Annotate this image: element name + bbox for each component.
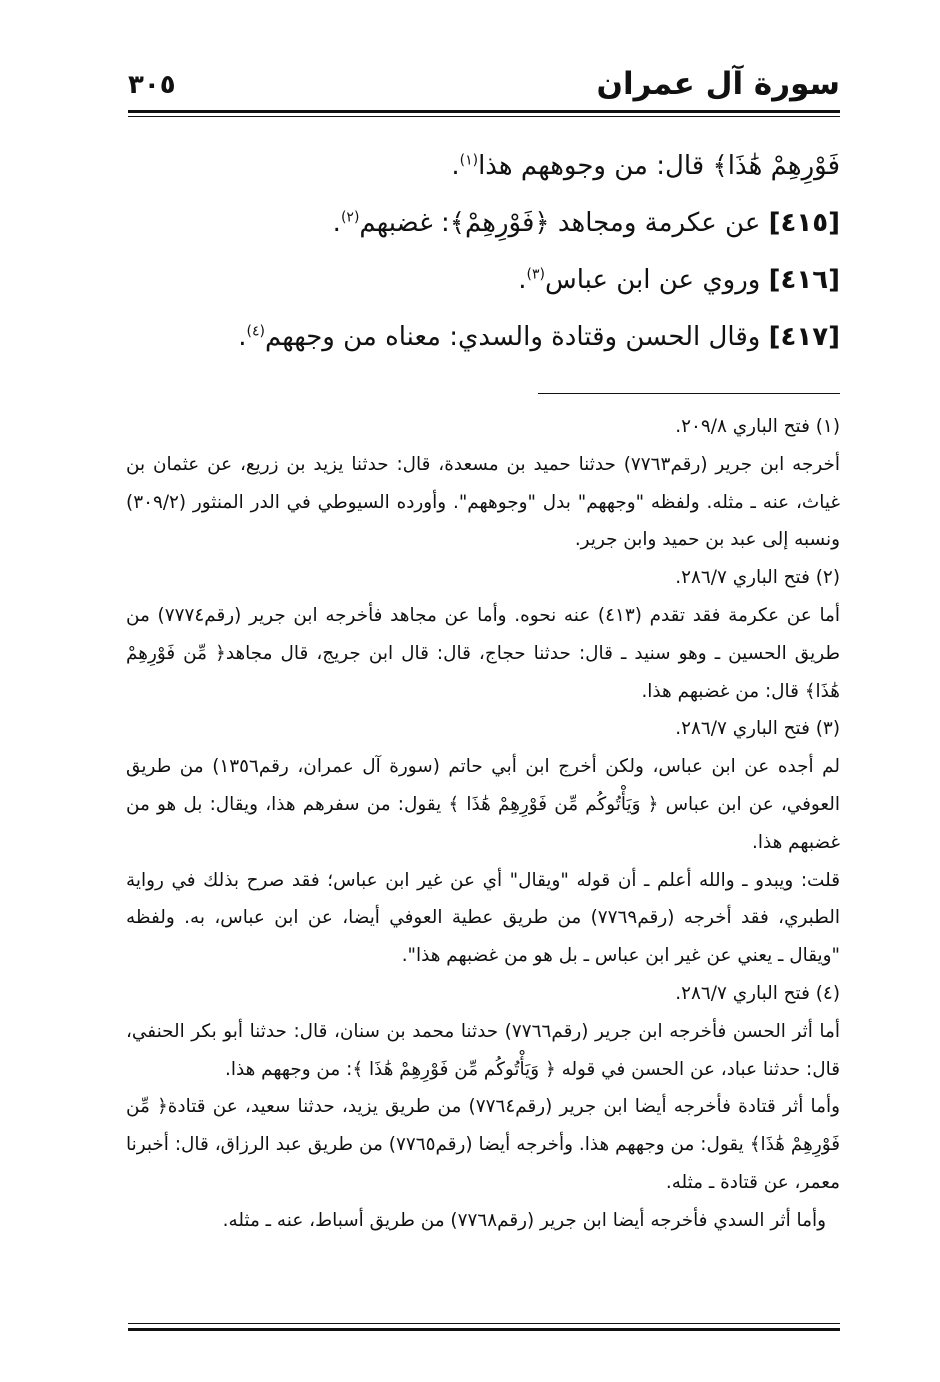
footnote-paragraph: لم أجده عن ابن عباس، ولكن أخرج ابن أبي حاتم (سورة آل عمران، رقم١٣٥٦) من طريق العوفي، عن ابن عباس ﴿ وَيَأْتُوكُم مِّن فَوْرِهِمْ هَٰذَا ﴾ يقول: من سفرهم هذا، ويقال: بل هو من غضبهم هذا. <box>126 756 840 853</box>
footnote-paragraph: أما أثر الحسن فأخرجه ابن جرير (رقم٧٧٦٦) حدثنا محمد بن سنان، قال: حدثنا أبو بكر الحنفي، قال: حدثنا عباد، عن الحسن في قوله ﴿ وَيَأْتُوكُم مِّن فَوْرِهِمْ هَٰذَا ﴾: من وجههم هذا. <box>126 1020 840 1080</box>
entry-end: . <box>332 208 341 238</box>
footnote <box>126 975 840 1240</box>
running-title: سورة آل عمران <box>596 66 840 102</box>
footer-rule-thin <box>128 1323 840 1324</box>
footnote <box>126 559 840 710</box>
footnote-marker: (٤) <box>246 323 265 340</box>
footnote-marker: (١) <box>459 152 479 169</box>
main-line <box>130 309 840 366</box>
entry-text: فَوْرِهِمْ هَٰذَا﴾ قال: من وجوههم هذا <box>478 151 840 181</box>
header-rule-thin <box>128 116 840 117</box>
entry-end: . <box>238 322 247 352</box>
footnote-body <box>126 1013 840 1240</box>
entry-number: [٤١٥] <box>768 208 840 238</box>
entry-text: وقال الحسن وقتادة والسدي: معناه من وجههم <box>264 322 761 352</box>
footnote-body <box>126 446 840 559</box>
footnote-marker: (٢) <box>340 209 360 226</box>
entry-number: [٤١٧] <box>768 322 840 352</box>
entry-text: وروي عن ابن عباس <box>544 265 761 295</box>
footnote-paragraph: أخرجه ابن جرير (رقم٧٧٦٣) حدثنا حميد بن مسعدة، قال: حدثنا يزيد بن زريع، عن عثمان بن غياث، عنه ـ مثله. ولفظه "وجههم" بدل "وجوههم". وأورده السيوطي في الدر المنثور (٣٠٩/٢) ونسبه إلى عبد بن حميد وابن جرير. <box>126 453 840 551</box>
page-header <box>128 66 840 106</box>
footnote-body <box>126 597 840 710</box>
footnote-separator <box>538 393 840 394</box>
main-line <box>130 195 840 252</box>
header-rule <box>128 110 840 113</box>
footnote-paragraph: وأما أثر السدي فأخرجه أيضا ابن جرير (رقم٧٧٦٨) من طريق أسباط، عنه ـ مثله. <box>222 1209 826 1231</box>
footnote-paragraph: وأما أثر قتادة فأخرجه أيضا ابن جرير (رقم٧٧٦٤) من طريق يزيد، حدثنا سعيد، عن قتادة﴿ مِّن فَوْرِهِمْ هَٰذَا﴾ يقول: من وجههم هذا. وأخرجه أيضا (رقم٧٧٦٥) من طريق عبد الرزاق، قال: أخبرنا معمر، عن قتادة ـ مثله. <box>126 1096 841 1193</box>
footer-rule <box>128 1328 840 1331</box>
entry-text: عن عكرمة ومجاهد ﴿فَوْرِهِمْ﴾: غضبهم <box>359 208 761 238</box>
footnote-paragraph: أما عن عكرمة فقد تقدم (٤١٣) عنه نحوه. وأما عن مجاهد فأخرجه ابن جرير (رقم٧٧٧٤) من طريق الحسين ـ وهو سنيد ـ قال: حدثنا حجاج، قال: قال ابن جريج، قال مجاهد﴿ مِّن فَوْرِهِمْ هَٰذَا﴾ قال: من غضبهم هذا. <box>126 604 841 702</box>
footnote-body <box>126 748 840 975</box>
footnote <box>126 408 840 559</box>
entry-number: [٤١٦] <box>768 265 840 295</box>
main-text <box>130 138 840 366</box>
footnote <box>126 710 840 975</box>
footnote-heading: (٢) فتح الباري ٢٨٦/٧. <box>675 567 840 589</box>
footnote-marker: (٣) <box>526 266 545 283</box>
footnote-heading: (١) فتح الباري ٢٠٩/٨. <box>675 416 840 437</box>
entry-end: . <box>451 151 460 181</box>
footnote-heading: (٤) فتح الباري ٢٨٦/٧. <box>675 982 840 1004</box>
entry-end: . <box>518 265 527 295</box>
footnote-paragraph: قلت: ويبدو ـ والله أعلم ـ أن قوله "ويقال" أي عن غير ابن عباس؛ فقد صرح بذلك في رواية الطبري، فقد أخرجه (رقم٧٧٦٩) من طريق عطية العوفي أيضا، عن ابن عباس، به. ولفظه "ويقال ـ يعني عن غير ابن عباس ـ بل هو من غضبهم هذا". <box>126 869 840 967</box>
footnote-heading: (٣) فتح الباري ٢٨٦/٧. <box>675 718 840 740</box>
footnotes <box>126 408 840 1240</box>
page-number: ٣٠٥ <box>128 70 176 100</box>
main-line <box>130 138 840 195</box>
main-line <box>130 252 840 309</box>
